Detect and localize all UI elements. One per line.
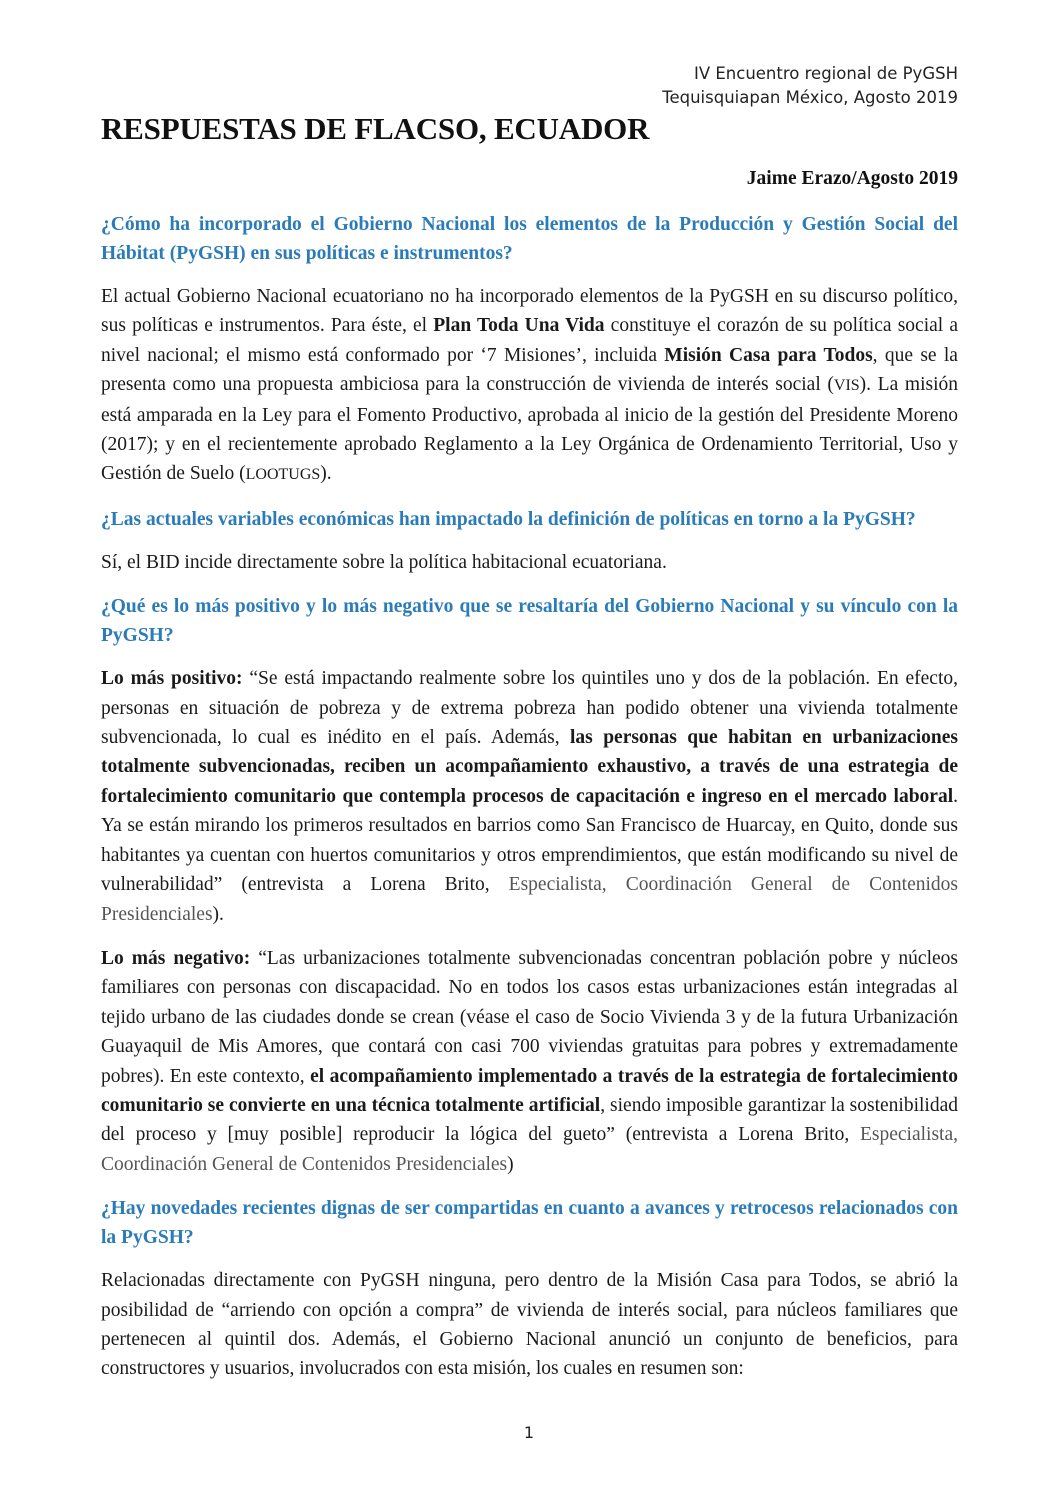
question-heading-4: ¿Hay novedades recientes dignas de ser compartidas en cuanto a avances y retrocesos relacionados con la PyGSH? bbox=[101, 1198, 958, 1249]
source-attribution: Especialista, Coordinación General de Contenidos Presidenciales bbox=[101, 1124, 958, 1175]
answer-text: , siendo imposible garantizar la sostenibilidad del proceso y [muy posible] reproducir la lógica del gueto” (entrevista a Lorena Brito, bbox=[101, 1094, 958, 1146]
answer-text: ). La misión está amparada en la Ley para el Fomento Productivo, aprobada al inicio de la gestión del Presidente Moreno (2017); y en el recientemente aprobado Reglamento a la Ley Orgánica de Ordenamiento Territorial, Uso y Gestión de Suelo ( bbox=[101, 374, 958, 485]
negative-bold-text: el acompañamiento implementado a través de la estrategia de fortalecimiento comunitario se convierte en una técnica totalmente artificial bbox=[101, 1065, 958, 1116]
answer-paragraph-4: Relacionadas directamente con PyGSH ninguna, pero dentro de la Misión Casa para Todos, se abrió la posibilidad de “arriendo con opción a compra” de vivienda de interés social, para núcleos familiares que pertenecen al quintil dos. Además, el Gobierno Nacional anunció un conjunto de beneficios, para constructores y usuarios, involucrados con esta misión, los cuales en resumen son: bbox=[101, 1270, 958, 1380]
acronym-vis: VIS bbox=[833, 377, 860, 395]
question-heading-2: ¿Las actuales variables económicas han impactado la definición de políticas en torno a la PyGSH? bbox=[101, 508, 916, 530]
answer-text: constituye el corazón de su política social a nivel nacional; el mismo está conformado por ‘7 Misiones’, incluida bbox=[101, 315, 958, 366]
question-heading-3: ¿Qué es lo más positivo y lo más negativo que se resaltaría del Gobierno Nacional y su vínculo con la PyGSH? bbox=[101, 596, 958, 647]
mission-name-bold: Misión Casa para Todos bbox=[664, 344, 873, 366]
answer-text: El actual Gobierno Nacional ecuatoriano no ha incorporado elementos de la PyGSH en su discurso político, sus políticas e instrumentos. Para éste, el bbox=[101, 286, 958, 337]
answer-paragraph-2: Sí, el BID incide directamente sobre la política habitacional ecuatoriana. bbox=[101, 551, 667, 573]
answer-text: , que se la presenta como una propuesta ambiciosa para la construcción de vivienda de interés social ( bbox=[101, 344, 958, 396]
negative-label: Lo más negativo: bbox=[101, 947, 251, 969]
document-body bbox=[101, 210, 958, 1399]
answer-paragraph-1 bbox=[101, 282, 958, 490]
answer-text: ) bbox=[507, 1153, 514, 1175]
source-attribution: Especialista, Coordinación General de Contenidos Presidenciales bbox=[101, 874, 958, 925]
page-header bbox=[662, 62, 958, 110]
document-title: RESPUESTAS DE FLACSO, ECUADOR bbox=[101, 111, 650, 146]
answer-text: “Las urbanizaciones totalmente subvencionadas concentran población pobre y núcleos familiares con personas con discapacidad. No en todos los casos estas urbanizaciones están integradas al tejido urbano de las ciudades donde se crean (véase el caso de Socio Vivienda 3 y de la futura Urbanización Guayaquil de Mis Amores, que contará con casi 700 viviendas gratuitas para pobres y extremadamente pobres). En este contexto, bbox=[101, 947, 958, 1087]
answer-text: “Se está impactando realmente sobre los quintiles uno y dos de la población. En efecto, personas en situación de pobreza y de extrema pobreza han podido obtener una vivienda totalmente subvencionada, lo cual es inédito en el país. Además, bbox=[101, 668, 958, 749]
header-location-line: Tequisquiapan México, Agosto 2019 bbox=[662, 88, 958, 107]
author-date: Jaime Erazo/Agosto 2019 bbox=[746, 168, 958, 189]
acronym-lootugs: LOOTUGS bbox=[245, 466, 321, 484]
answer-text: ). bbox=[320, 463, 332, 485]
answer-positive-paragraph bbox=[101, 664, 958, 929]
header-event-line: IV Encuentro regional de PyGSH bbox=[693, 64, 958, 83]
answer-negative-paragraph bbox=[101, 944, 958, 1179]
positive-bold-text: las personas que habitan en urbanizaciones totalmente subvencionadas, reciben un acompañamiento exhaustivo, a través de una estrategia de fortalecimiento comunitario que contempla procesos de capacitación e ingreso en el mercado laboral bbox=[101, 727, 958, 807]
answer-text: ). bbox=[212, 903, 224, 925]
plan-name-bold: Plan Toda Una Vida bbox=[433, 315, 605, 337]
page-number: 1 bbox=[523, 1423, 535, 1442]
positive-label: Lo más positivo: bbox=[101, 668, 243, 690]
question-heading-1: ¿Cómo ha incorporado el Gobierno Nacional los elementos de la Producción y Gestión Social del Hábitat (PyGSH) en sus políticas e instrumentos? bbox=[101, 214, 958, 264]
answer-text: . Ya se están mirando los primeros resultados en barrios como San Francisco de Huarcay, en Quito, donde sus habitantes ya cuentan con huertos comunitarios y otros emprendimientos, que están modificando su nivel de vulnerabilidad” (entrevista a Lorena Brito, bbox=[101, 785, 958, 896]
